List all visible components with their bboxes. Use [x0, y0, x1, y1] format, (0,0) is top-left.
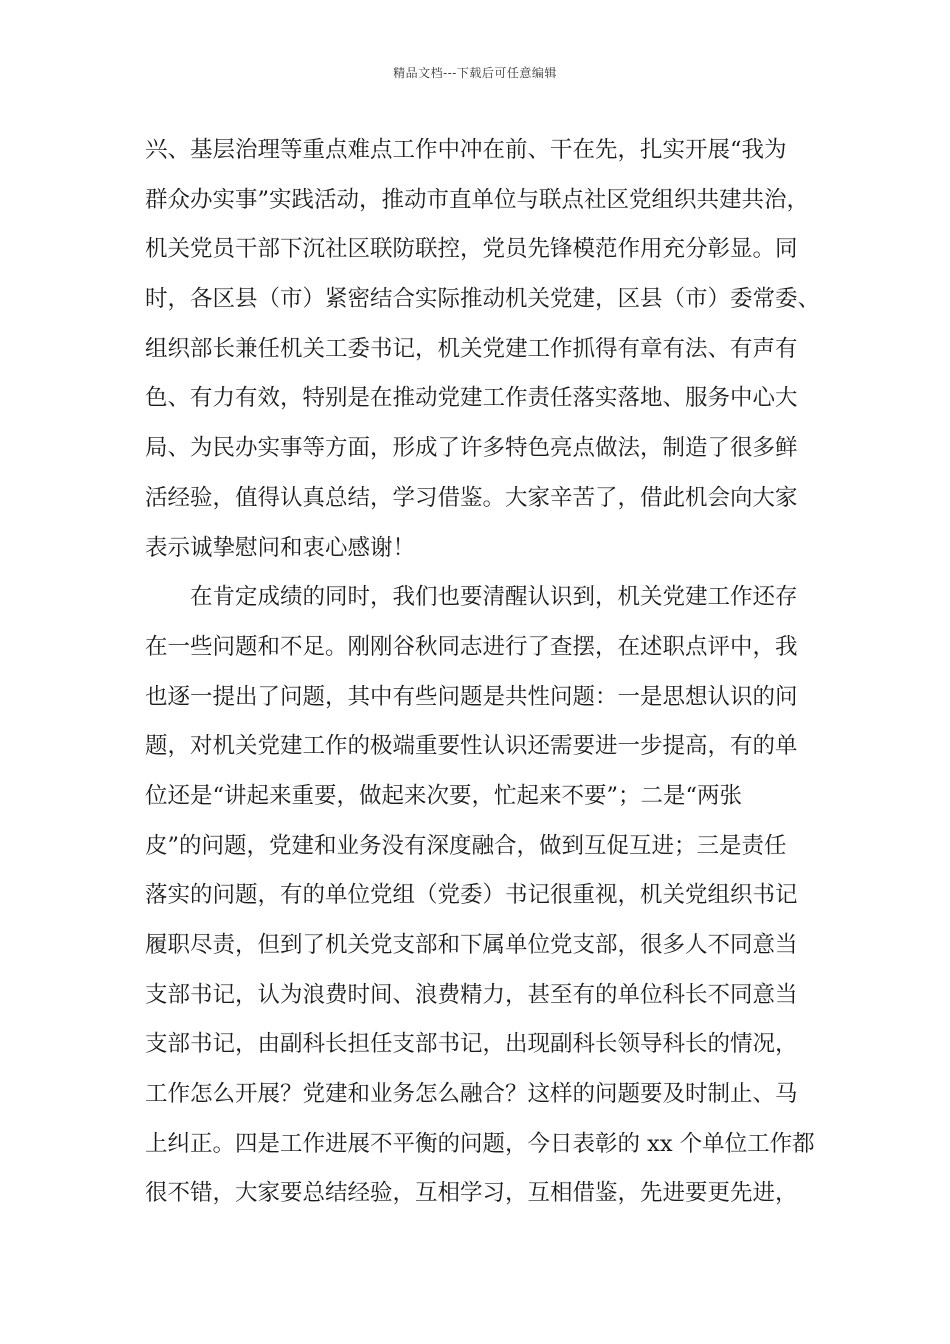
text-line: 很不错，大家要总结经验，互相学习，互相借鉴，先进要更先进， — [145, 1180, 798, 1207]
text-line: 上纠正。四是工作进展不平衡的问题，今日表彰的 xx 个单位工作都 — [145, 1130, 815, 1157]
text-line: 皮”的问题，党建和业务没有深度融合，做到互促互进；三是责任 — [145, 832, 787, 859]
text-line: 群众办实事”实践活动，推动市直单位与联点社区党组织共建共治， — [145, 186, 810, 213]
text-line: 局、为民办实事等方面，形成了许多特色亮点做法，制造了很多鲜 — [145, 435, 798, 462]
text-line: 在一些问题和不足。刚刚谷秋同志进行了查摆，在述职点评中，我 — [145, 633, 798, 660]
text-line: 活经验，值得认真总结，学习借鉴。大家辛苦了，借此机会向大家 — [145, 484, 798, 511]
text-line: 位还是“讲起来重要，做起来次要，忙起来不要”；二是“两张 — [145, 782, 743, 809]
text-line: 支部书记，认为浪费时间、浪费精力，甚至有的单位科长不同意当 — [145, 981, 798, 1008]
document-body — [145, 126, 825, 1219]
text-line: 工作怎么开展？党建和业务怎么融合？这样的问题要及时制止、马 — [145, 1081, 798, 1108]
text-line: 也逐一提出了问题，其中有些问题是共性问题：一是思想认识的问 — [145, 683, 798, 710]
page-header: 精品文档---下载后可任意编辑 — [393, 66, 557, 80]
text-line: 色、有力有效，特别是在推动党建工作责任落实落地、服务中心大 — [145, 385, 798, 412]
text-line: 支部书记，由副科长担任支部书记，出现副科长领导科长的情况， — [145, 1031, 798, 1058]
text-line: 时，各区县（市）紧密结合实际推动机关党建，区县（市）委常委、 — [145, 286, 821, 313]
text-line: 组织部长兼任机关工委书记，机关党建工作抓得有章有法、有声有 — [145, 335, 798, 362]
text-line: 兴、基层治理等重点难点工作中冲在前、干在先，扎实开展“我为 — [145, 137, 787, 163]
text-line: 题，对机关党建工作的极端重要性认识还需要进一步提高，有的单 — [145, 733, 798, 760]
text-line: 表示诚挚慰问和衷心感谢！ — [145, 534, 416, 561]
text-line: 机关党员干部下沉社区联防联控，党员先锋模范作用充分彰显。同 — [145, 236, 798, 263]
text-line: 落实的问题，有的单位党组（党委）书记很重视，机关党组织书记 — [145, 882, 798, 909]
paragraph-first-line: 在肯定成绩的同时，我们也要清醒认识到，机关党建工作还存 — [190, 584, 798, 611]
text-line: 履职尽责，但到了机关党支部和下属单位党支部，很多人不同意当 — [145, 932, 798, 958]
